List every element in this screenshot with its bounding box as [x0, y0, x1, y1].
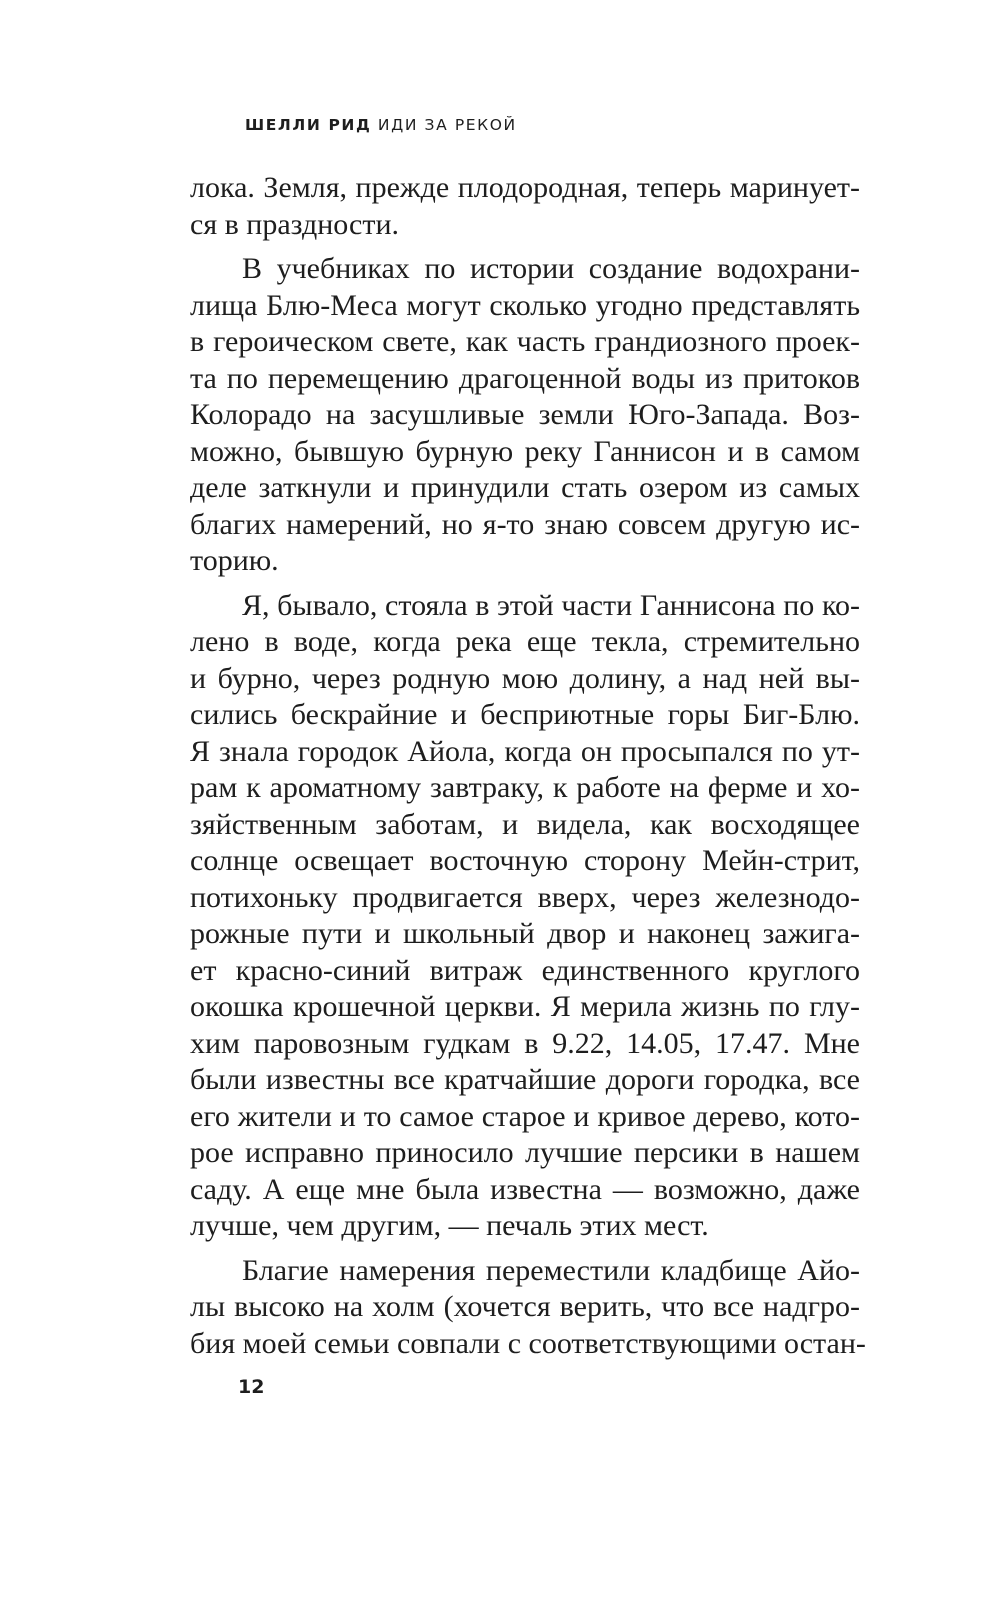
running-head: [245, 116, 517, 134]
text-line: и бурно, через родную мою долину, а над ней вы-: [190, 661, 860, 695]
paragraph-gap: [190, 243, 860, 251]
text-line: лучше, чем другим, — печаль этих мест.: [190, 1209, 709, 1242]
text-line: Колорадо на засушливые земли Юго-Запада. Воз-: [190, 398, 860, 431]
text-line: саду. А еще мне была известна — возможно, даже: [190, 1172, 860, 1206]
paragraph-gap: [190, 1245, 860, 1253]
text-line: Благие намерения переместили кладбище Айо-: [242, 1253, 860, 1287]
paragraph: [190, 1253, 866, 1363]
text-line: лища Блю-Меса могут сколько угодно представлять: [190, 288, 860, 322]
text-line: деле заткнули и принудили стать озером из самых: [190, 471, 860, 504]
text-line: рожные пути и школьный двор и наконец зажига-: [190, 917, 860, 950]
text-line: та по перемещению драгоценной воды из притоков: [190, 361, 860, 395]
text-line: зяйственным заботам, и видела, как восходящее: [190, 807, 860, 841]
text-line: Я, бывало, стояла в этой части Ганнисона по ко-: [242, 588, 860, 622]
text-line: сились бескрайние и бесприютные горы Биг-Блю.: [190, 698, 860, 731]
text-line: торию.: [190, 544, 279, 577]
text-line: бия моей семьи совпали с соответствующими остан-: [190, 1326, 866, 1360]
text-line: лы высоко на холм (хочется верить, что все надгро-: [190, 1290, 860, 1323]
text-line: В учебниках по истории создание водохрани-: [242, 252, 860, 285]
running-head-book-title: ИДИ ЗА РЕКОЙ: [377, 116, 517, 134]
text-line: ет красно-синий витраж единственного круглого: [190, 953, 860, 987]
text-line: можно, бывшую бурную реку Ганнисон и в самом: [190, 434, 860, 468]
text-line: ся в праздности.: [190, 207, 400, 241]
text-line: были известны все кратчайшие дороги городка, все: [190, 1063, 860, 1096]
text-line: солнце освещает восточную сторону Мейн-стрит,: [190, 844, 860, 877]
text-line: благих намерений, но я-то знаю совсем другую ис-: [190, 507, 860, 541]
text-line: лено в воде, когда река еще текла, стремительно: [190, 625, 860, 658]
text-line: в героическом свете, как часть грандиозного проек-: [190, 325, 860, 358]
paragraph: [190, 588, 860, 1245]
text-line: рам к ароматному завтраку, к работе на ферме и хо-: [190, 771, 860, 804]
text-line: Я знала городок Айола, когда он просыпался по ут-: [190, 734, 860, 768]
paragraph-gap: [190, 580, 860, 588]
paragraph: [190, 170, 860, 243]
running-head-author: ШЕЛЛИ РИД: [245, 116, 372, 134]
text-line: потихоньку продвигается вверх, через железнодо-: [190, 880, 860, 914]
text-line: его жители и то самое старое и кривое дерево, кото-: [190, 1099, 860, 1133]
text-line: окошка крошечной церкви. Я мерила жизнь по глу-: [190, 990, 860, 1023]
paragraph: [190, 251, 860, 580]
text-line: хим паровозным гудкам в 9.22, 14.05, 17.47. Мне: [190, 1026, 860, 1060]
text-line: рое исправно приносило лучшие персики в нашем: [190, 1136, 860, 1169]
page-number: 12: [238, 1376, 265, 1398]
text-line: лока. Земля, прежде плодородная, теперь маринует-: [190, 171, 860, 204]
body-text: [190, 170, 866, 1362]
